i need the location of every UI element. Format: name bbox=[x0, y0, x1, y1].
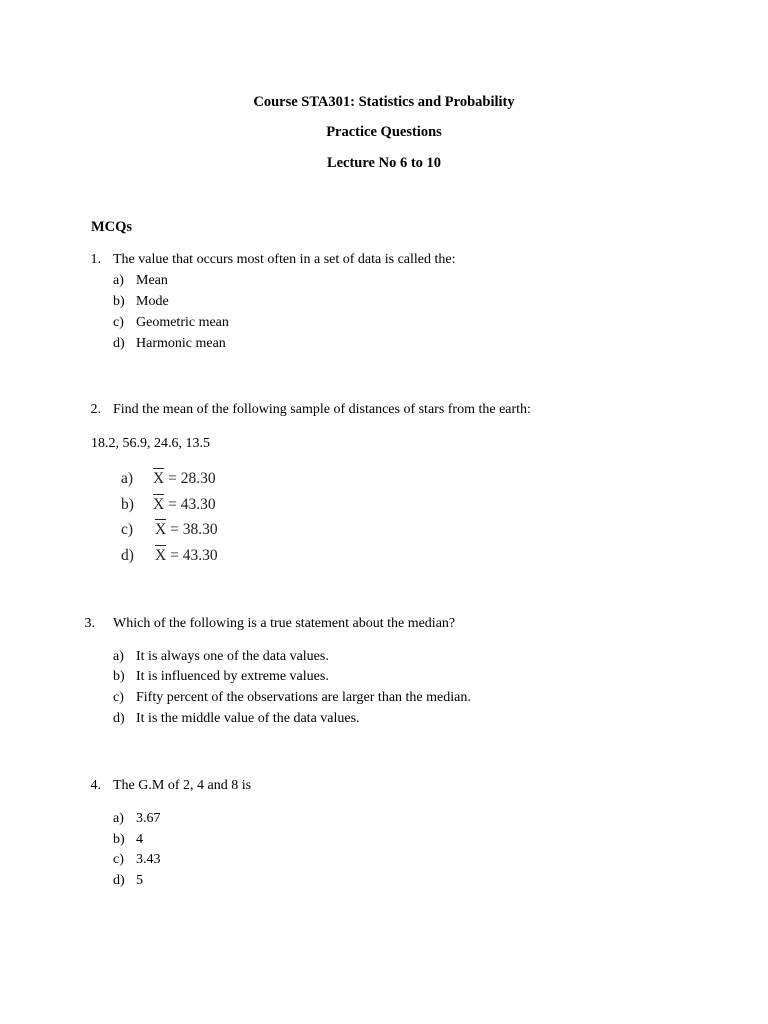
x-bar-symbol: X bbox=[155, 547, 167, 564]
x-bar-symbol: X bbox=[155, 521, 167, 538]
x-bar-symbol: X bbox=[153, 470, 165, 487]
option-text: 5 bbox=[136, 873, 143, 888]
option-letter: d) bbox=[113, 873, 125, 888]
option-letter: c) bbox=[113, 852, 124, 867]
option-letter: a) bbox=[121, 470, 134, 487]
option-text: Fifty percent of the observations are larger than the median. bbox=[136, 690, 471, 705]
section-heading: MCQs bbox=[91, 219, 133, 235]
option-letter: d) bbox=[121, 547, 134, 564]
formula-value: = 43.30 bbox=[168, 496, 216, 513]
formula-option bbox=[155, 521, 218, 539]
option-letter: d) bbox=[113, 711, 125, 726]
question-text: Which of the following is a true statement about the median? bbox=[113, 616, 456, 631]
question-number: 3. bbox=[84, 616, 95, 631]
option-text: Mean bbox=[136, 273, 168, 288]
lecture-range: Lecture No 6 to 10 bbox=[326, 155, 442, 171]
question-number: 4. bbox=[90, 778, 101, 793]
option-text: Mode bbox=[136, 294, 169, 309]
formula-option bbox=[153, 496, 216, 514]
option-letter: c) bbox=[121, 521, 134, 538]
option-letter: c) bbox=[113, 315, 124, 330]
option-letter: c) bbox=[113, 690, 124, 705]
option-text: It is the middle value of the data values. bbox=[136, 711, 360, 726]
question-number: 2. bbox=[90, 402, 101, 417]
option-text: 4 bbox=[136, 832, 143, 847]
question-number: 1. bbox=[90, 252, 101, 267]
option-letter: b) bbox=[113, 832, 125, 847]
option-letter: b) bbox=[113, 294, 125, 309]
question-text: Find the mean of the following sample of distances of stars from the earth: bbox=[113, 402, 531, 417]
question-text: The G.M of 2, 4 and 8 is bbox=[113, 778, 252, 793]
formula-value: = 43.30 bbox=[170, 547, 218, 564]
option-text: 3.67 bbox=[136, 811, 161, 826]
course-title: Course STA301: Statistics and Probability bbox=[253, 94, 515, 110]
option-letter: b) bbox=[121, 496, 134, 513]
formula-option bbox=[155, 547, 218, 565]
option-letter: a) bbox=[113, 273, 124, 288]
x-bar-symbol: X bbox=[153, 496, 165, 513]
option-letter: a) bbox=[113, 811, 124, 826]
option-text: 3.43 bbox=[136, 852, 161, 867]
option-letter: a) bbox=[113, 649, 124, 664]
document-subtitle: Practice Questions bbox=[326, 124, 442, 140]
formula-value: = 38.30 bbox=[170, 521, 218, 538]
option-text: Geometric mean bbox=[136, 315, 229, 330]
sample-data: 18.2, 56.9, 24.6, 13.5 bbox=[91, 436, 210, 451]
formula-option bbox=[153, 470, 216, 488]
option-letter: d) bbox=[113, 336, 125, 351]
option-letter: b) bbox=[113, 669, 125, 684]
formula-value: = 28.30 bbox=[168, 470, 216, 487]
option-text: Harmonic mean bbox=[136, 336, 226, 351]
question-text: The value that occurs most often in a set of data is called the: bbox=[113, 252, 456, 267]
option-text: It is influenced by extreme values. bbox=[136, 669, 329, 684]
option-text: It is always one of the data values. bbox=[136, 649, 329, 664]
